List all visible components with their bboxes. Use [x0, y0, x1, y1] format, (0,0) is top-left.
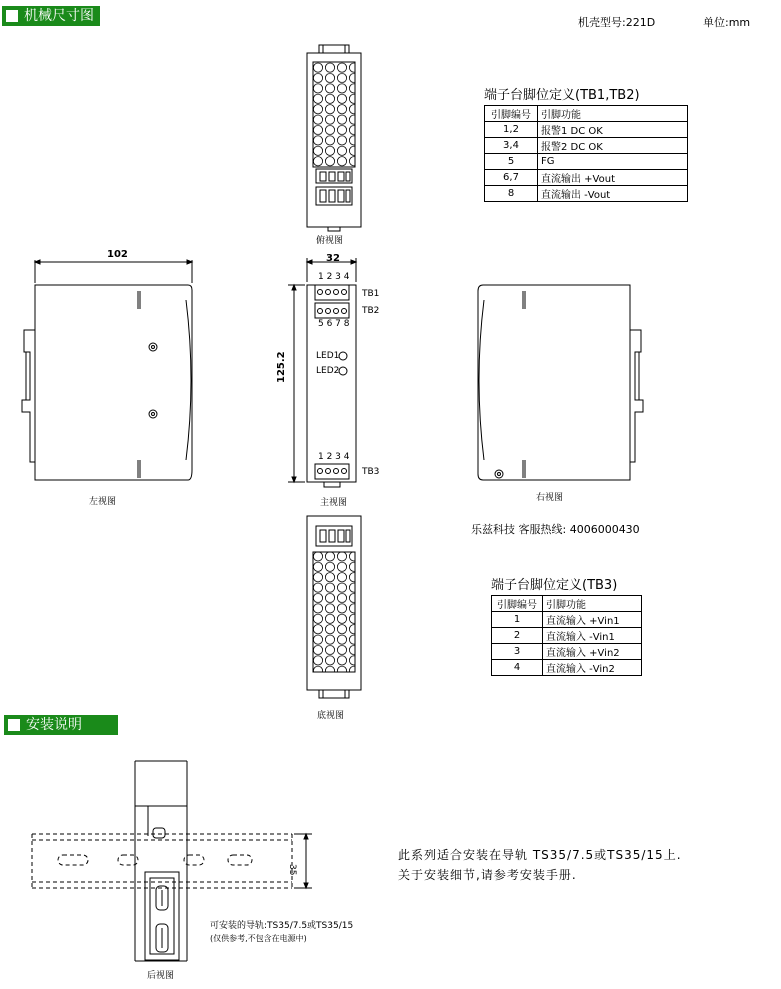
install-section-title: 安装说明	[26, 717, 82, 733]
caption-bottom-view: 底视图	[317, 711, 345, 721]
table-header-cell: 引脚编号	[492, 596, 543, 612]
tb3-pin-numbers: 1 2 3 4	[318, 452, 350, 462]
top-view	[307, 45, 361, 231]
table-header-cell: 引脚功能	[543, 596, 642, 612]
function-cell: 报警1 DC OK	[538, 122, 688, 138]
function-cell: 直流输入 +Vin2	[543, 644, 642, 660]
pin-cell: 6,7	[485, 170, 538, 186]
unit-label: 单位:mm	[703, 16, 751, 29]
tb1-pin-numbers: 1 2 3 4	[318, 272, 350, 282]
rail-note-line1: 可安装的导轨:TS35/7.5或TS35/15	[210, 921, 354, 931]
caption-back-view: 后视图	[147, 971, 175, 981]
function-cell: 报警2 DC OK	[538, 138, 688, 154]
function-cell: 直流输入 -Vin2	[543, 660, 642, 676]
table-tb3-title: 端子台脚位定义(TB3)	[491, 578, 618, 593]
function-cell: 直流输出 -Vout	[538, 186, 688, 202]
install-text-line2: 关于安装细节,请参考安装手册.	[398, 868, 577, 882]
front-view	[288, 258, 356, 487]
caption-left-view: 左视图	[89, 497, 117, 507]
caption-right-view: 右视图	[536, 493, 564, 503]
led2-label: LED2	[316, 366, 340, 376]
back-view-with-rail	[32, 761, 312, 961]
table-tb12-title: 端子台脚位定义(TB1,TB2)	[484, 88, 640, 103]
case-model: 机壳型号:221D	[578, 16, 656, 29]
caption-top-view: 俯视图	[316, 236, 344, 246]
bottom-view	[307, 516, 361, 698]
tb1-label: TB1	[362, 289, 380, 299]
function-cell: FG	[538, 154, 688, 170]
function-cell: 直流输出 +Vout	[538, 170, 688, 186]
dim-depth-label: 32	[326, 253, 340, 264]
pin-cell: 1,2	[485, 122, 538, 138]
dim-width-label: 102	[107, 249, 128, 260]
table-header-cell: 引脚编号	[485, 106, 538, 122]
led1-label: LED1	[316, 351, 340, 361]
pin-cell: 3	[492, 644, 543, 660]
hotline-text: 乐兹科技 客服热线: 4006000430	[471, 523, 640, 536]
function-cell: 直流输入 -Vin1	[543, 628, 642, 644]
pin-cell: 1	[492, 612, 543, 628]
dim-rail-label: 35	[287, 864, 297, 876]
pin-cell: 5	[485, 154, 538, 170]
function-cell: 直流输入 +Vin1	[543, 612, 642, 628]
rail-note-line2: (仅供参考,不包含在电源中)	[210, 934, 307, 943]
dimensions-section-title: 机械尺寸图	[24, 8, 94, 24]
install-text-line1: 此系列适合安装在导轨 TS35/7.5或TS35/15上.	[398, 848, 682, 862]
caption-front-view: 主视图	[320, 498, 348, 508]
pin-cell: 4	[492, 660, 543, 676]
pin-cell: 8	[485, 186, 538, 202]
pin-cell: 2	[492, 628, 543, 644]
dim-height-label: 125.2	[276, 351, 287, 383]
tb3-label: TB3	[362, 467, 380, 477]
pin-cell: 3,4	[485, 138, 538, 154]
left-view	[22, 260, 192, 480]
tb2-pin-numbers: 5 6 7 8	[318, 319, 350, 329]
table-header-cell: 引脚功能	[538, 106, 688, 122]
tb2-label: TB2	[362, 306, 380, 316]
right-view	[478, 285, 643, 480]
